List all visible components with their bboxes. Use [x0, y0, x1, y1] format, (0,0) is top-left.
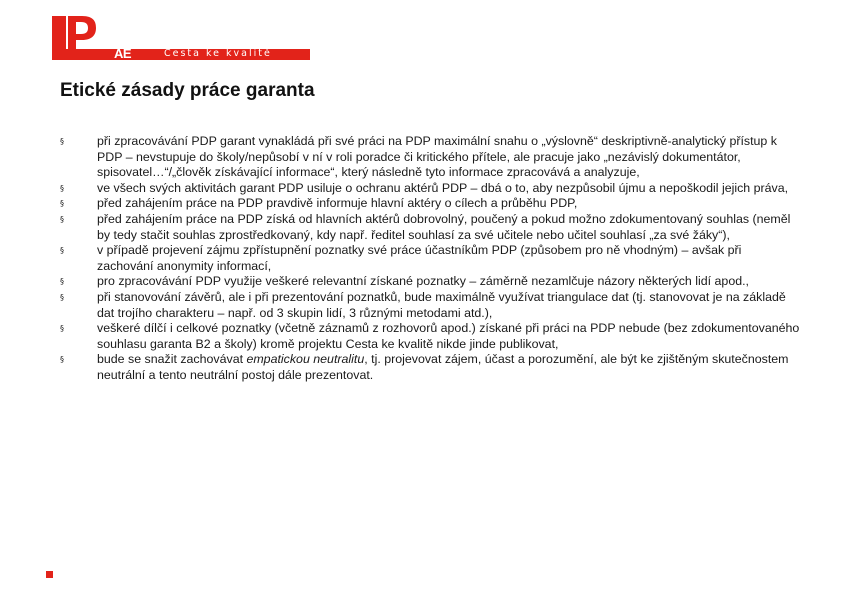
- bullet-list: [60, 134, 800, 384]
- list-item: [60, 196, 800, 212]
- brand-ae-label: AE: [114, 46, 132, 61]
- bullet-text: při zpracovávání PDP garant vynakládá při své práci na PDP maximální snahu o „výslovně“ deskriptivně-analytický přístup k PDP – nevstupuje do školy/nepůsobí v ní v roli poradce či kritického přítele, ale pracuje jako „nezávislý dokumentátor, spisovatel…“/„člověk získávající informace“, který následně tyto informace zpracovává a analyzuje,: [97, 134, 777, 180]
- bullet-icon: §: [60, 246, 64, 256]
- page-title: Etické zásady práce garanta: [60, 80, 315, 101]
- bullet-text-after: , tj. projevovat zájem, účast a porozumění, ale být ke zjištěným skutečnostem neutrální a tento neutrální postoj dále prezentovat.: [97, 352, 789, 382]
- bullet-text: pro zpracovávání PDP využije veškeré relevantní získané poznatky – záměrně nezamlčuje názory některých lidí apod.,: [97, 274, 749, 289]
- list-item: [60, 212, 800, 243]
- bullet-text-before: bude se snažit zachovávat: [97, 352, 247, 367]
- list-item: [60, 352, 800, 383]
- bullet-icon: §: [60, 292, 64, 302]
- bullet-text: v případě projevení zájmu zpřístupnění poznatky své práce účastníkům PDP (způsobem pro ně vhodným) – avšak při zachování anonymity informací,: [97, 243, 742, 273]
- p-logo-icon: [52, 16, 110, 60]
- list-item: [60, 290, 800, 321]
- bullet-icon: §: [60, 199, 64, 209]
- bullet-text: ve všech svých aktivitách garant PDP usiluje o ochranu aktérů PDP – dbá o to, aby nezpůsobil újmu a nepoškodil jejich práva,: [97, 180, 789, 195]
- bullet-text: při stanovování závěrů, ale i při prezentování poznatků, bude maximálně využívat triangulace dat (tj. stanovovat je na základě dat trojího charakteru – např. od 3 skupin lidí, 3 různými metodami atd.),: [97, 289, 786, 320]
- bullet-icon: §: [60, 324, 64, 334]
- list-item: [60, 274, 800, 290]
- brand-header: [52, 16, 832, 60]
- list-item: [60, 181, 800, 197]
- list-item: [60, 321, 800, 352]
- brand-tagline: Cesta ke kvalitě: [164, 48, 272, 59]
- bullet-text: před zahájením práce na PDP pravdivě informuje hlavní aktéry o cílech a průběhu PDP,: [97, 196, 578, 211]
- bullet-icon: §: [60, 277, 64, 287]
- footer-square: [46, 571, 53, 578]
- bullet-icon: §: [60, 183, 64, 193]
- bullet-text: veškeré dílčí i celkové poznatky (včetně záznamů z rozhovorů apod.) získané při práci na PDP nebude (bez zdokumentovaného souhlasu garanta B2 a školy) kromě projektu Cesta ke kvalitě nikde jinde publikovat,: [97, 321, 800, 351]
- bullet-text: před zahájením práce na PDP získá od hlavních aktérů dobrovolný, poučený a pokud možno zdokumentovaný souhlas (neměl by tedy stačit souhlas zprostředkovaný, kdy např. ředitel souhlasí za své učitele nebo učitel souhlasí „za své žáky“),: [97, 211, 791, 242]
- list-item: [60, 134, 800, 181]
- list-item: [60, 243, 800, 274]
- bullet-icon: §: [60, 355, 64, 365]
- bullet-text-emphasis: empatickou neutralitu: [246, 352, 365, 367]
- bullet-icon: §: [60, 214, 64, 224]
- bullet-icon: §: [60, 137, 64, 146]
